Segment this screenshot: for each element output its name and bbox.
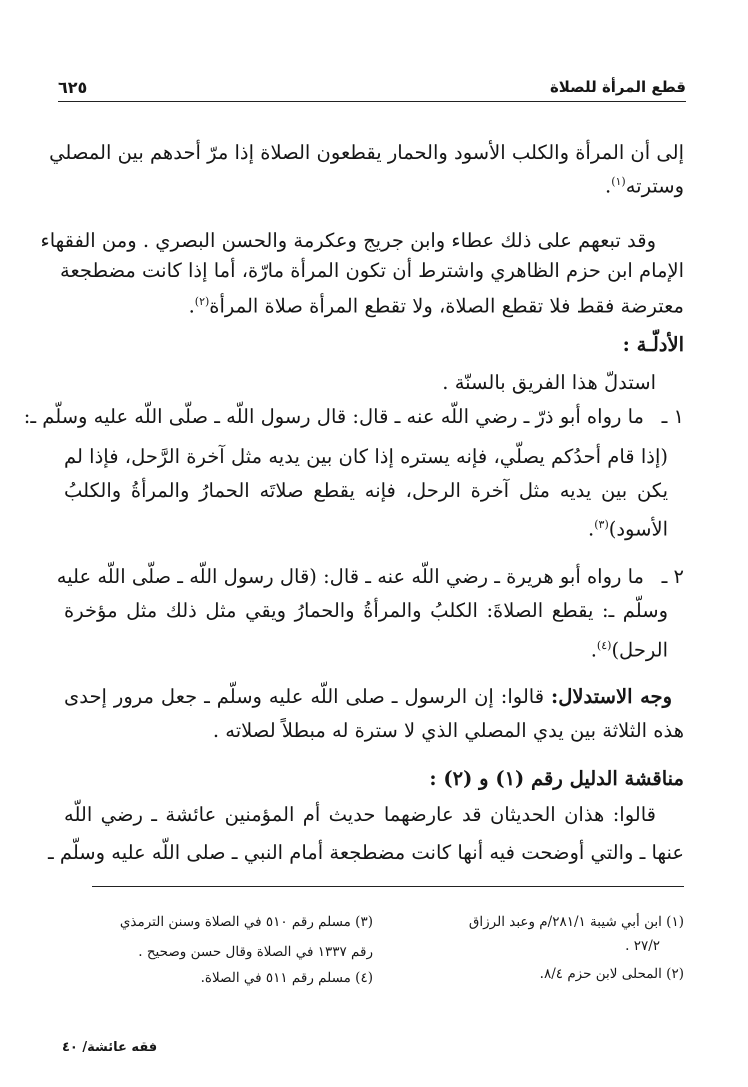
footnote-ref: (٢) xyxy=(194,295,210,308)
text-span: قالوا: إن الرسول ـ صلى اللّه عليه وسلّم ـ جعل مرور إحدى xyxy=(64,685,545,708)
text-span: وسترته xyxy=(625,174,684,198)
footnote-1-cont: ٢٧/٢ . xyxy=(625,938,660,954)
list-item-line: (إذا قام أحدُكم يصلّي، فإنه يستره إذا كان بين يديه مثل آخرة الرَّحل، فإذا لم xyxy=(64,445,668,468)
paragraph-line: قالوا: هذان الحديثان قد عارضهما حديث أم المؤمنين عائشة ـ رضي اللّه xyxy=(64,803,656,826)
paragraph-line: عنها ـ والتي أوضحت فيه أنها كانت مضطجعة أمام النبي ـ صلى اللّه عليه وسلّم ـ xyxy=(47,841,684,864)
list-number: ١ ـ xyxy=(661,405,684,428)
paragraph-line: الإمام ابن حزم الظاهري واشترط أن تكون المرأة مارّة، أما إذا كانت مضطجعة xyxy=(60,259,684,282)
section-heading: مناقشة الدليل رقم (١) و (٢) : xyxy=(429,767,684,790)
text-span: . xyxy=(605,174,612,198)
text-span: . xyxy=(588,517,595,541)
paragraph-line: إلى أن المرأة والكلب الأسود والحمار يقطعون الصلاة إذا مرّ أحدهم بين المصلي xyxy=(49,141,684,164)
footnote-3-cont: رقم ١٣٣٧ في الصلاة وقال حسن وصحيح . xyxy=(138,944,373,960)
list-item-line: وسلّم ـ: يقطع الصلاةَ: الكلبُ والمرأةُ والحمارُ ويقي مثل ذلك مثل مؤخرة xyxy=(64,599,668,622)
list-item-line: ما رواه أبو هريرة ـ رضي اللّه عنه ـ قال: (قال رسول اللّه ـ صلّى اللّه عليه xyxy=(56,565,644,588)
paragraph-line: وقد تبعهم على ذلك عطاء وابن جريج وعكرمة والحسن البصري . ومن الفقهاء xyxy=(40,229,656,252)
footnote-2: (٢) المحلى لابن حزم ٨/٤. xyxy=(539,966,684,982)
text-span: . xyxy=(590,638,597,662)
paragraph-line xyxy=(64,682,672,712)
paragraph-line xyxy=(64,287,684,322)
header-rule xyxy=(58,101,686,102)
text-span: الرحل) xyxy=(611,638,668,662)
footnote-4: (٤) مسلم رقم ٥١١ في الصلاة. xyxy=(200,970,373,986)
running-header xyxy=(58,74,686,100)
list-item-line: ما رواه أبو ذرّ ـ رضي اللّه عنه ـ قال: قال رسول اللّه ـ صلّى اللّه عليه وسلّم ـ: xyxy=(23,405,644,428)
footnote-ref: (٤) xyxy=(596,639,612,652)
list-item-line xyxy=(64,631,668,666)
text-span: . xyxy=(188,294,195,318)
list-number: ٢ ـ xyxy=(661,565,684,588)
list-item-line xyxy=(64,510,668,545)
paragraph-line: استدلّ هذا الفريق بالسنّة . xyxy=(442,371,656,394)
footnote-3: (٣) مسلم رقم ٥١٠ في الصلاة وسنن الترمذي xyxy=(119,914,373,930)
book-footer: فقه عائشة/ ٤٠ xyxy=(62,1040,158,1055)
footnote-ref: (١) xyxy=(611,175,626,188)
text-span: معترضة فقط فلا تقطع الصلاة، ولا تقطع المرأة صلاة المرأة xyxy=(209,294,684,318)
paragraph-line: هذه الثلاثة بين يدي المصلي الذي لا سترة له مبطلاً لصلاته . xyxy=(212,719,684,742)
inline-label: وجه الاستدلال: xyxy=(551,685,672,708)
header-title: قطع المرأة للصلاة xyxy=(549,78,686,96)
section-heading: الأدلّـة : xyxy=(622,333,684,356)
paragraph-line xyxy=(64,167,684,202)
footnote-rule xyxy=(92,886,684,887)
footnote-ref: (٣) xyxy=(594,518,609,531)
page-number: ٦٢٥ xyxy=(58,78,88,97)
list-item-line: يكن بين يديه مثل آخرة الرحل، فإنه يقطع صلاتَه الحمارُ والمرأةُ والكلبُ xyxy=(64,479,668,502)
footnote-1: (١) ابن أبي شيبة ٢٨١/١/م وعبد الرزاق xyxy=(468,914,684,930)
text-span: الأسود) xyxy=(608,517,668,541)
